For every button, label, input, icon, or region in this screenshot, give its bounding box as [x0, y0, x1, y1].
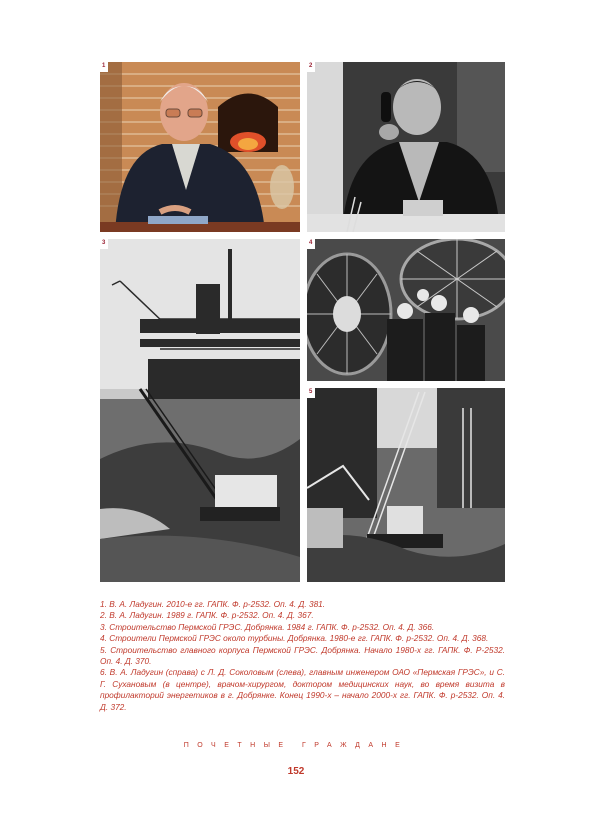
caption-1: 1. В. А. Ладугин. 2010-е гг. ГАПК. Ф. р-2532. Оп. 4. Д. 381.	[100, 599, 326, 609]
photo-number-2: 2	[307, 62, 315, 72]
caption-6: 6. В. А. Ладугин (справа) с Л. Д. Соколовым (слева), главным инженером ОАО «Пермская ГРЭС», и С. Г. Сухановым (в центре), врачом-хирургом, доктором медицинских наук, во время визита в профилакторий энергетиков в г. Добрянке. Конец 1990-х – начало 2000-х гг. ГАПК. Ф. р-2532. Оп. 4. Д. 372.	[100, 667, 505, 712]
photo-number-5: 5	[307, 388, 315, 398]
caption-2: 2. В. А. Ладугин. 1989 г. ГАПК. Ф. р-2532. Оп. 4. Д. 367.	[100, 610, 314, 621]
photo-1-image	[100, 62, 300, 232]
photo-2-image	[307, 62, 505, 232]
photo-2	[307, 62, 505, 232]
photo-5-image	[307, 388, 505, 582]
running-footer-title: ПОЧЕТНЫЕ ГРАЖДАНЕ	[183, 742, 409, 749]
caption-3: 3. Строительство Пермской ГРЭС. Добрянка. 1984 г. ГАПК. Ф. р-2532. Оп. 4. Д. 366.	[100, 621, 435, 632]
photo-number-3: 3	[100, 239, 108, 249]
photo-number-1: 1	[100, 62, 108, 72]
caption-5: 5. Строительство главного корпуса Пермской ГРЭС. Добрянка. Начало 1980-х гг. ГАПК. Ф. Р-2532. Оп. 4. Д. 370.	[100, 644, 505, 667]
photo-5	[307, 388, 505, 582]
caption-4: 4. Строители Пермской ГРЭС около турбины. Добрянка. 1980-е гг. ГАПК. Ф. р-2532. Оп. 4. Д. 368.	[100, 633, 489, 644]
photo-3	[100, 239, 300, 582]
photo-number-4: 4	[307, 239, 315, 249]
photo-3-image	[100, 239, 300, 582]
photo-4-image	[307, 239, 505, 381]
page-number: 152	[287, 766, 305, 777]
photo-captions	[100, 599, 505, 713]
photo-4	[307, 239, 505, 381]
photo-1	[100, 62, 300, 232]
